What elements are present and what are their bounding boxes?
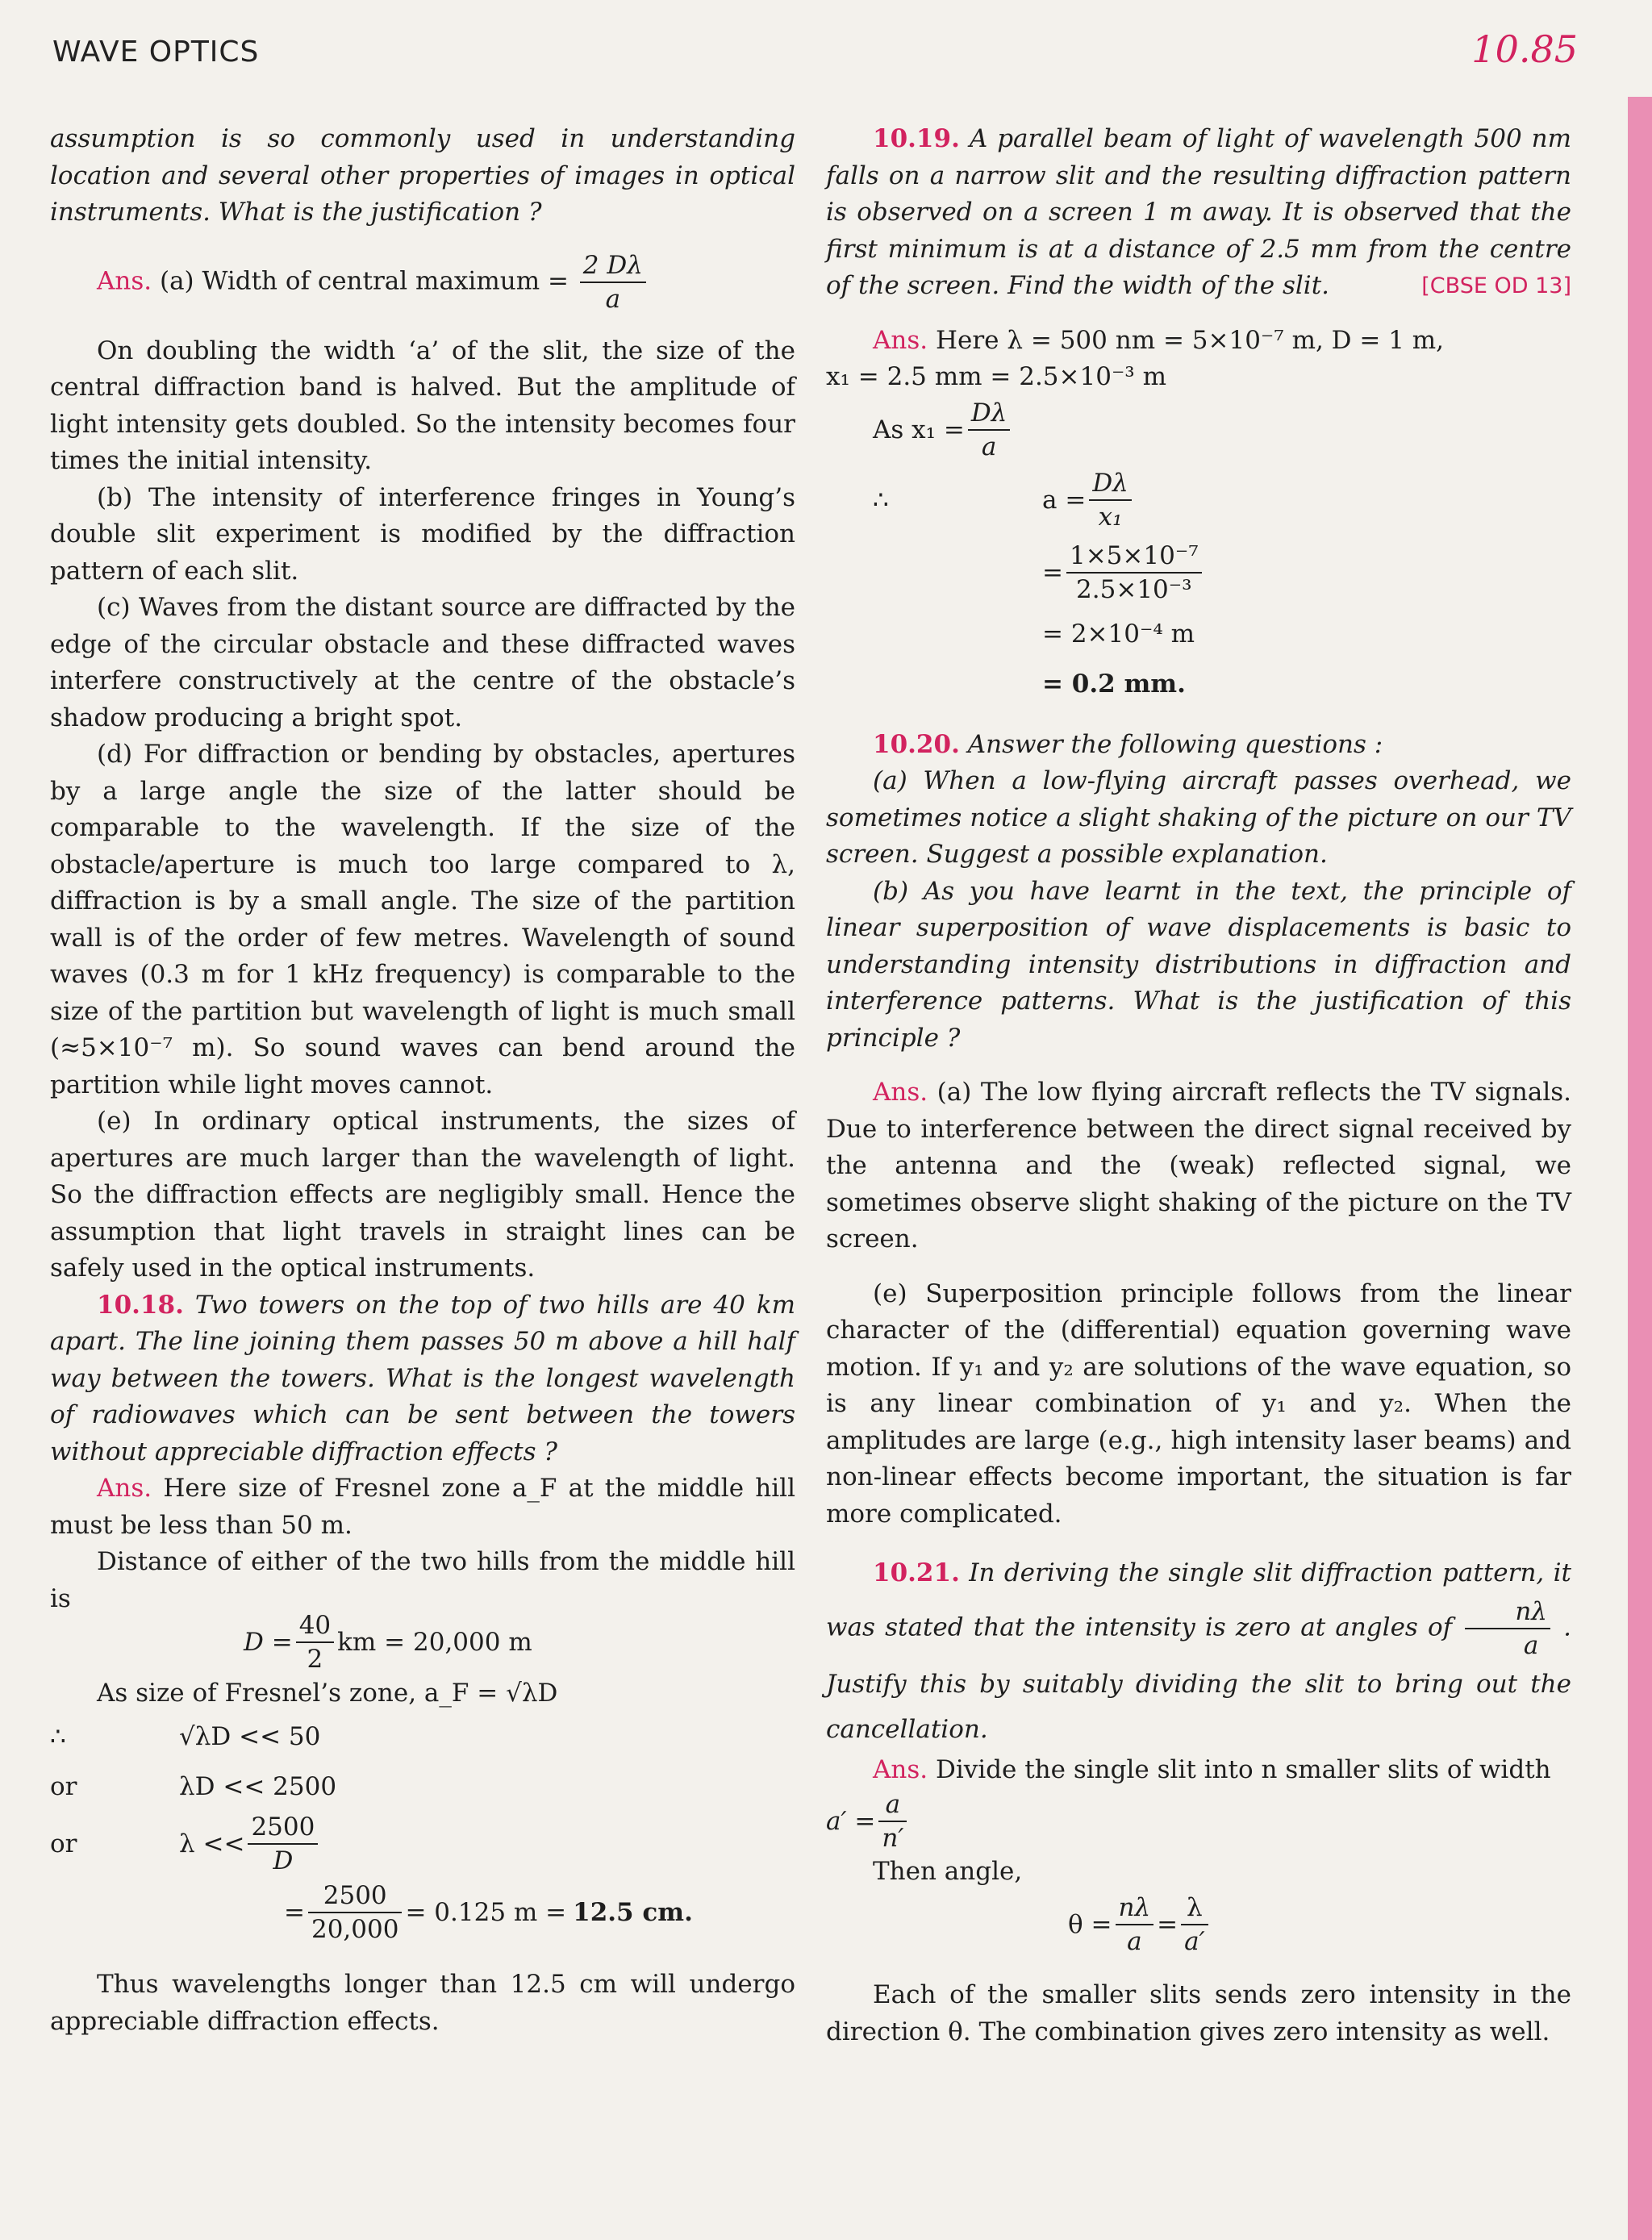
fraction-denominator: a bbox=[605, 284, 621, 314]
fraction-numerator: 40 bbox=[296, 1609, 334, 1643]
equation-fraction bbox=[308, 1879, 402, 1946]
equation-lhs: a′ = bbox=[826, 1806, 876, 1836]
answer-x1: x₁ = 2.5 mm = 2.5×10⁻³ m bbox=[826, 362, 1166, 391]
fraction-denominator: 2 bbox=[307, 1645, 323, 1674]
equation-theta bbox=[826, 1890, 1571, 1959]
fraction-denominator: D bbox=[273, 1846, 294, 1875]
equation-substitution bbox=[826, 536, 1571, 609]
fraction-denominator: a bbox=[1523, 1631, 1539, 1660]
question-text: A parallel beam of light of wavelength 500 nm falls on a narrow slit and the resulting diffraction pattern is observed on a screen 1 m away. It is observed that the first minimum is at a distance of 2.5 mm from the centre of the screen. Find the width of the slit. bbox=[826, 124, 1571, 300]
answer-given: Here λ = 500 nm = 5×10⁻⁷ m, D = 1 m, bbox=[935, 325, 1445, 355]
question-10-20-a: (a) When a low-flying aircraft passes overhead, we sometimes notice a slight shaking of the picture on our TV screen. Suggest a possible explanation. bbox=[826, 766, 1571, 869]
answer-text: (a) The low flying aircraft reflects the TV signals. Due to interference between the direct signal received by the antenna and the (weak) reflected signal, we sometimes observe slight shaking of the picture on the TV screen. bbox=[826, 1078, 1571, 1253]
fraction-numerator: λ bbox=[1181, 1892, 1208, 1925]
equation-label: or bbox=[50, 1772, 77, 1801]
fraction-denominator: n′ bbox=[882, 1823, 904, 1853]
equals-sign: = bbox=[1042, 557, 1063, 587]
equation-label: or bbox=[50, 1829, 77, 1858]
equation-lhs: θ = bbox=[1068, 1910, 1112, 1939]
equation-lhs: D = bbox=[244, 1628, 293, 1657]
question-number: 10.21. bbox=[873, 1558, 960, 1587]
fraction-denominator: a bbox=[1127, 1927, 1142, 1956]
equation-2 bbox=[50, 1762, 795, 1812]
question-number: 10.18. bbox=[97, 1290, 184, 1320]
equation-label: ∴ bbox=[50, 1722, 66, 1751]
fraction-numerator: 2500 bbox=[308, 1879, 402, 1913]
paragraph-b: (b) The intensity of interference fringes in Young’s double slit experiment is modified by the diffraction pattern of each slit. bbox=[50, 482, 795, 586]
paragraph-d: (d) For diffraction or bending by obstacles, apertures by a large angle the size of the latter should be comparable to the wavelength. If the size of the obstacle/aperture is much too large compared to λ, diffraction is by a small angle. The size of the partition wall is of the order of few metres. Wavelength of sound waves (0.3 m for 1 kHz frequency) is comparable to the size of the partition but wavelength of light is much small (≈5×10⁻⁷ m). So sound waves can bend around the partition while light moves cannot. bbox=[50, 740, 795, 1099]
fraction-numerator: 2500 bbox=[248, 1811, 318, 1845]
equation-fraction bbox=[1089, 467, 1132, 533]
question-10-20-b: (b) As you have learnt in the text, the principle of linear superposition of wave displacements is basic to understanding intensity distributions in diffraction and interference patterns. What is the justification of this principle ? bbox=[826, 876, 1571, 1053]
question-10-21 bbox=[826, 1550, 1571, 1752]
equation-lhs: As x₁ = bbox=[873, 415, 965, 444]
equation-aprime bbox=[826, 1789, 1571, 1854]
equation-lhs: λ << bbox=[179, 1829, 245, 1858]
answer-label: Ans. bbox=[873, 1755, 928, 1784]
equation-fraction bbox=[968, 397, 1011, 463]
equation-fraction bbox=[1066, 540, 1202, 606]
equation-4 bbox=[50, 1876, 795, 1949]
equals-sign: = bbox=[1157, 1910, 1179, 1939]
equation-a bbox=[826, 464, 1571, 536]
left-column bbox=[50, 121, 795, 2040]
paragraph-e: (e) In ordinary optical instruments, the sizes of apertures are much larger than the wavelength of light. So the diffraction effects are negligibly small. Hence the assumption that light travels in straight lines can be safely used in the optical instruments. bbox=[50, 1107, 795, 1283]
answer-10-18 bbox=[50, 1470, 795, 1544]
question-number: 10.19. bbox=[873, 124, 960, 153]
running-head: WAVE OPTICS bbox=[52, 35, 260, 69]
question-text: Two towers on the top of two hills are 40 km apart. The line joining them passes 50 m above a hill half way between the towers. What is the longest wavelength of radiowaves which can be sent between the towers without appreciable diffraction effects ? bbox=[50, 1290, 795, 1466]
question-10-20 bbox=[826, 727, 1571, 764]
answer-distance: Distance of either of the two hills from the middle hill is bbox=[50, 1547, 795, 1613]
answer-a-formula bbox=[50, 249, 795, 315]
paragraph-doubling: On doubling the width ‘a’ of the slit, the size of the central diffraction band is halved. But the amplitude of light intensity gets doubled. So the intensity becomes four times the initial intensity. bbox=[50, 336, 795, 475]
question-continuation: assumption is so commonly used in understanding location and several other properties of images in optical instruments. What is the justification ? bbox=[50, 124, 795, 227]
answer-then: Then angle, bbox=[873, 1856, 1023, 1886]
fraction-denominator: a bbox=[981, 432, 997, 461]
equation-result-1: = 2×10⁻⁴ m bbox=[1042, 619, 1195, 649]
fraction-denominator: x₁ bbox=[1098, 502, 1123, 532]
answer-label: Ans. bbox=[97, 1474, 152, 1503]
fraction-denominator: 20,000 bbox=[311, 1915, 399, 1944]
question-fraction bbox=[1465, 1596, 1550, 1662]
board-tag: [CBSE OD 13] bbox=[1421, 273, 1571, 298]
fraction-numerator: nλ bbox=[1465, 1596, 1550, 1629]
equation-text: λD << 2500 bbox=[179, 1772, 337, 1801]
equation-fraction bbox=[878, 1788, 907, 1854]
equation-3 bbox=[50, 1812, 795, 1876]
paragraph-c: (c) Waves from the distant source are diffracted by the edge of the circular obstacle and these diffracted waves interfere constructively at the centre of the obstacle’s shadow producing a bright spot. bbox=[50, 593, 795, 732]
answer-10-20-e: (e) Superposition principle follows from the linear character of the (differential) equation governing wave motion. If y₁ and y₂ are solutions of the wave equation, so is any linear combination of y₁ and y₂. When the amplitudes are large (e.g., high intensity laser beams) and non-linear effects become important, the situation is far more complicated. bbox=[826, 1279, 1571, 1529]
right-column bbox=[826, 121, 1571, 2050]
answer-final: Each of the smaller slits sends zero intensity in the direction θ. The combination gives zero intensity as well. bbox=[826, 1980, 1571, 2046]
formula-fraction bbox=[580, 249, 646, 315]
equation-fraction bbox=[248, 1811, 318, 1877]
fraction-numerator: 2 Dλ bbox=[580, 249, 646, 283]
fraction-numerator: 1×5×10⁻⁷ bbox=[1066, 540, 1202, 574]
question-text-a: In deriving the single slit diffraction pattern, it was stated that the intensity is zero at angles of bbox=[826, 1558, 1571, 1642]
answer-label: Ans. bbox=[873, 1078, 928, 1107]
answer-label: Ans. bbox=[97, 266, 152, 295]
equation-lhs: = bbox=[284, 1898, 305, 1927]
answer-label: Ans. bbox=[873, 325, 928, 355]
equation-as bbox=[826, 396, 1571, 464]
fraction-numerator: Dλ bbox=[1089, 467, 1132, 501]
equation-label: ∴ bbox=[873, 485, 889, 515]
answer-text: Here size of Fresnel zone a_F at the middle hill must be less than 50 m. bbox=[50, 1474, 795, 1540]
question-10-19 bbox=[826, 121, 1571, 305]
fraction-denominator: 2.5×10⁻³ bbox=[1076, 574, 1192, 604]
equation-rhs: km = 20,000 m bbox=[337, 1628, 532, 1657]
conclusion: Thus wavelengths longer than 12.5 cm will undergo appreciable diffraction effects. bbox=[50, 1970, 795, 2036]
question-text-b: . Justify this by suitably dividing the slit to bring out the cancellation. bbox=[826, 1612, 1572, 1744]
equation-text: √λD << 50 bbox=[179, 1722, 321, 1751]
equation-1 bbox=[50, 1712, 795, 1762]
margin-color-bar bbox=[1628, 97, 1652, 2240]
answer-10-21 bbox=[826, 1752, 1571, 1789]
answer-text: Divide the single slit into n smaller slits of width bbox=[935, 1755, 1551, 1784]
question-number: 10.20. bbox=[873, 729, 960, 759]
page-number: 10.85 bbox=[1471, 27, 1578, 71]
equation-result-2: = 0.2 mm. bbox=[1042, 669, 1186, 699]
equation-result: 12.5 cm. bbox=[573, 1898, 693, 1927]
equation-fraction-1 bbox=[1116, 1892, 1154, 1958]
fraction-numerator: nλ bbox=[1116, 1892, 1154, 1925]
equation-rhs: = 0.125 m = bbox=[405, 1898, 567, 1927]
answer-10-20-a bbox=[826, 1074, 1571, 1258]
fraction-numerator: Dλ bbox=[968, 397, 1011, 431]
fraction-denominator: a′ bbox=[1184, 1927, 1205, 1956]
equation-lhs: a = bbox=[1042, 485, 1087, 515]
question-10-18 bbox=[50, 1287, 795, 1471]
question-text: Answer the following questions : bbox=[967, 729, 1383, 759]
equation-D bbox=[50, 1611, 795, 1674]
fraction-numerator: a bbox=[878, 1788, 907, 1822]
answer-a-text: (a) Width of central maximum = bbox=[159, 266, 569, 295]
equation-fraction-2 bbox=[1181, 1892, 1208, 1958]
equation-fresnel: As size of Fresnel’s zone, a_F = √λD bbox=[97, 1679, 558, 1708]
answer-10-19 bbox=[826, 323, 1571, 360]
equation-fraction bbox=[296, 1609, 334, 1675]
